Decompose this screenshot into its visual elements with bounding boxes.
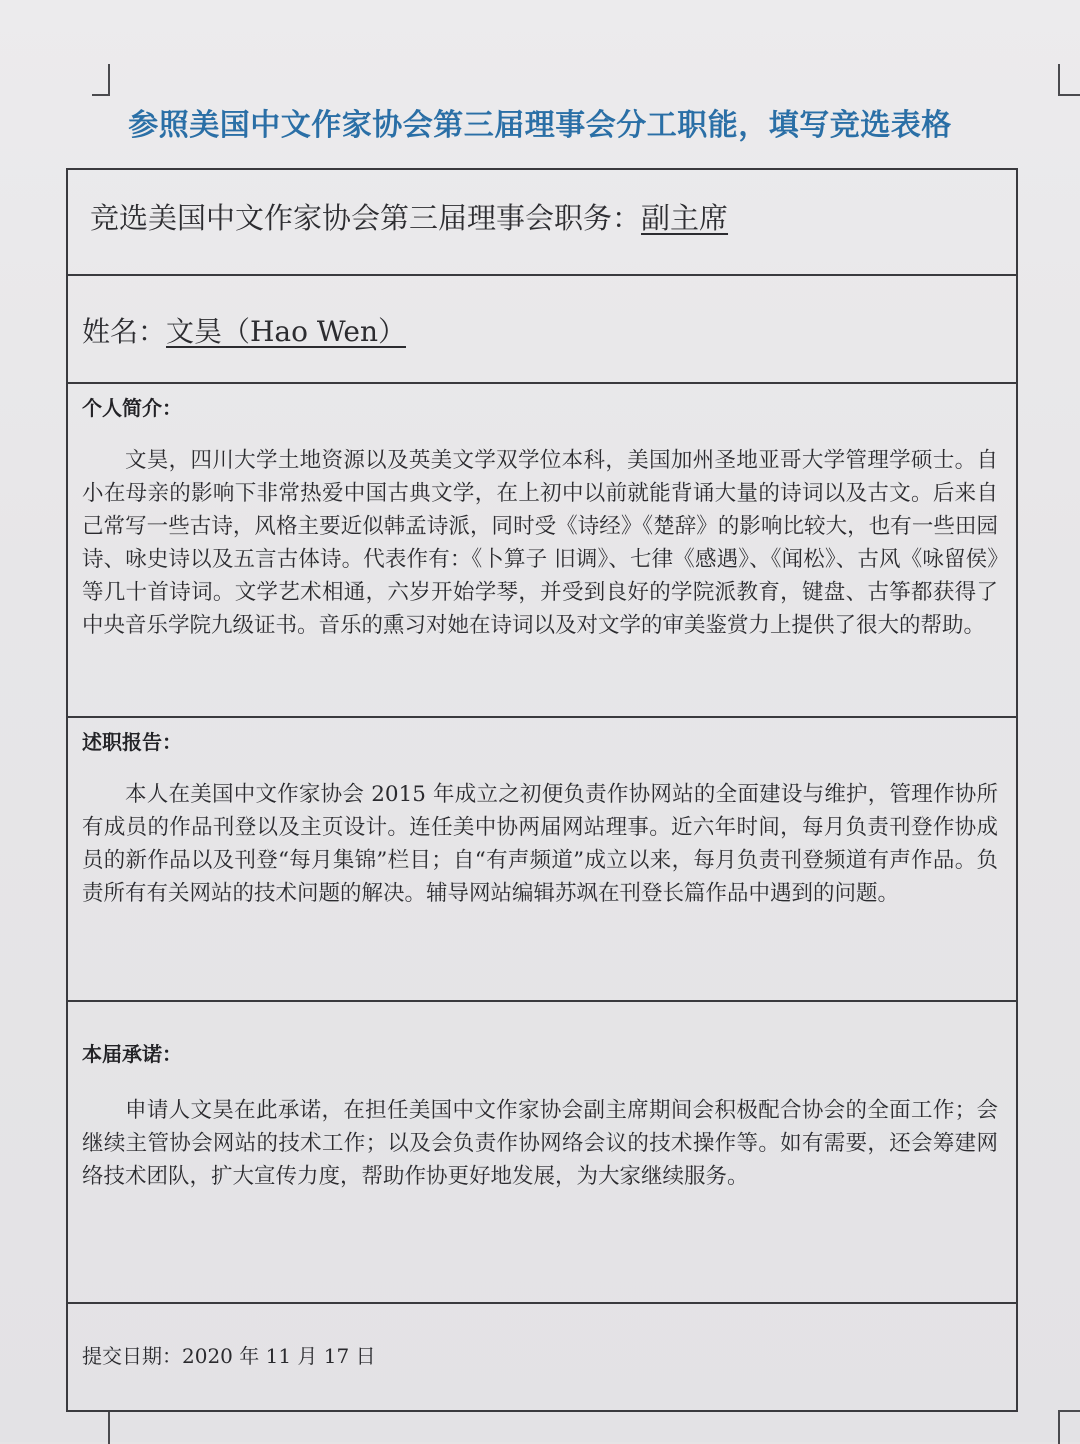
promise-text: 申请人文昊在此承诺，在担任美国中文作家协会副主席期间会积极配合协会的全面工作；会继续主管协会网站的技术工作；以及会负责作协网络会议的技术操作等。如有需要，还会筹建网络技术团队，扩大宣传力度，帮助作协更好地发展，为大家继续服务。 bbox=[82, 1098, 998, 1189]
name-value: 文昊（Hao Wen） bbox=[166, 315, 406, 348]
name-label: 姓名： bbox=[82, 315, 167, 348]
date-row bbox=[68, 1304, 1016, 1410]
report-text: 本人在美国中文作家协会 2015 年成立之初便负责作协网站的全面建设与维护，管理作协所有成员的作品刊登以及主页设计。连任美中协两届网站理事。近六年时间，每月负责刊登作协成员的新作品以及刊登“每月集锦”栏目；自“有声频道”成立以来，每月负责刊登频道有声作品。负责所有有关网站的技术问题的解决。辅导网站编辑苏飒在刊登长篇作品中遇到的问题。 bbox=[82, 782, 998, 906]
crop-mark-bottom-right bbox=[1058, 1410, 1080, 1444]
report-label: 述职报告： bbox=[82, 730, 182, 754]
bio-label: 个人简介： bbox=[82, 396, 182, 420]
position-row bbox=[68, 170, 1016, 276]
crop-mark-top-right bbox=[1058, 64, 1080, 96]
submission-date: 提交日期：2020 年 11 月 17 日 bbox=[82, 1344, 376, 1368]
bio-section bbox=[68, 384, 1016, 718]
position-line bbox=[90, 196, 728, 237]
election-form bbox=[66, 168, 1018, 1412]
report-section bbox=[68, 718, 1016, 1002]
name-line bbox=[82, 310, 406, 350]
name-row bbox=[68, 276, 1016, 384]
promise-label: 本届承诺： bbox=[82, 1042, 182, 1066]
position-value: 副主席 bbox=[641, 201, 729, 235]
position-label: 竞选美国中文作家协会第三届理事会职务： bbox=[90, 201, 642, 235]
document-heading: 参照美国中文作家协会第三届理事会分工职能，填写竞选表格 bbox=[128, 108, 952, 143]
bio-text: 文昊，四川大学土地资源以及英美文学双学位本科，美国加州圣地亚哥大学管理学硕士。自小在母亲的影响下非常热爱中国古典文学，在上初中以前就能背诵大量的诗词以及古文。后来自己常写一些古诗，风格主要近似韩孟诗派，同时受《诗经》《楚辞》的影响比较大，也有一些田园诗、咏史诗以及五言古体诗。代表作有：《卜算子 旧调》、七律《感遇》、《闻松》、古风《咏留侯》等几十首诗词。文学艺术相通，六岁开始学琴，并受到良好的学院派教育，键盘、古筝都获得了中央音乐学院九级证书。音乐的熏习对她在诗词以及对文学的审美鉴赏力上提供了很大的帮助。 bbox=[82, 448, 998, 638]
crop-mark-bottom-left bbox=[92, 1410, 110, 1444]
crop-mark-top-left bbox=[92, 64, 110, 96]
promise-section bbox=[68, 1002, 1016, 1304]
